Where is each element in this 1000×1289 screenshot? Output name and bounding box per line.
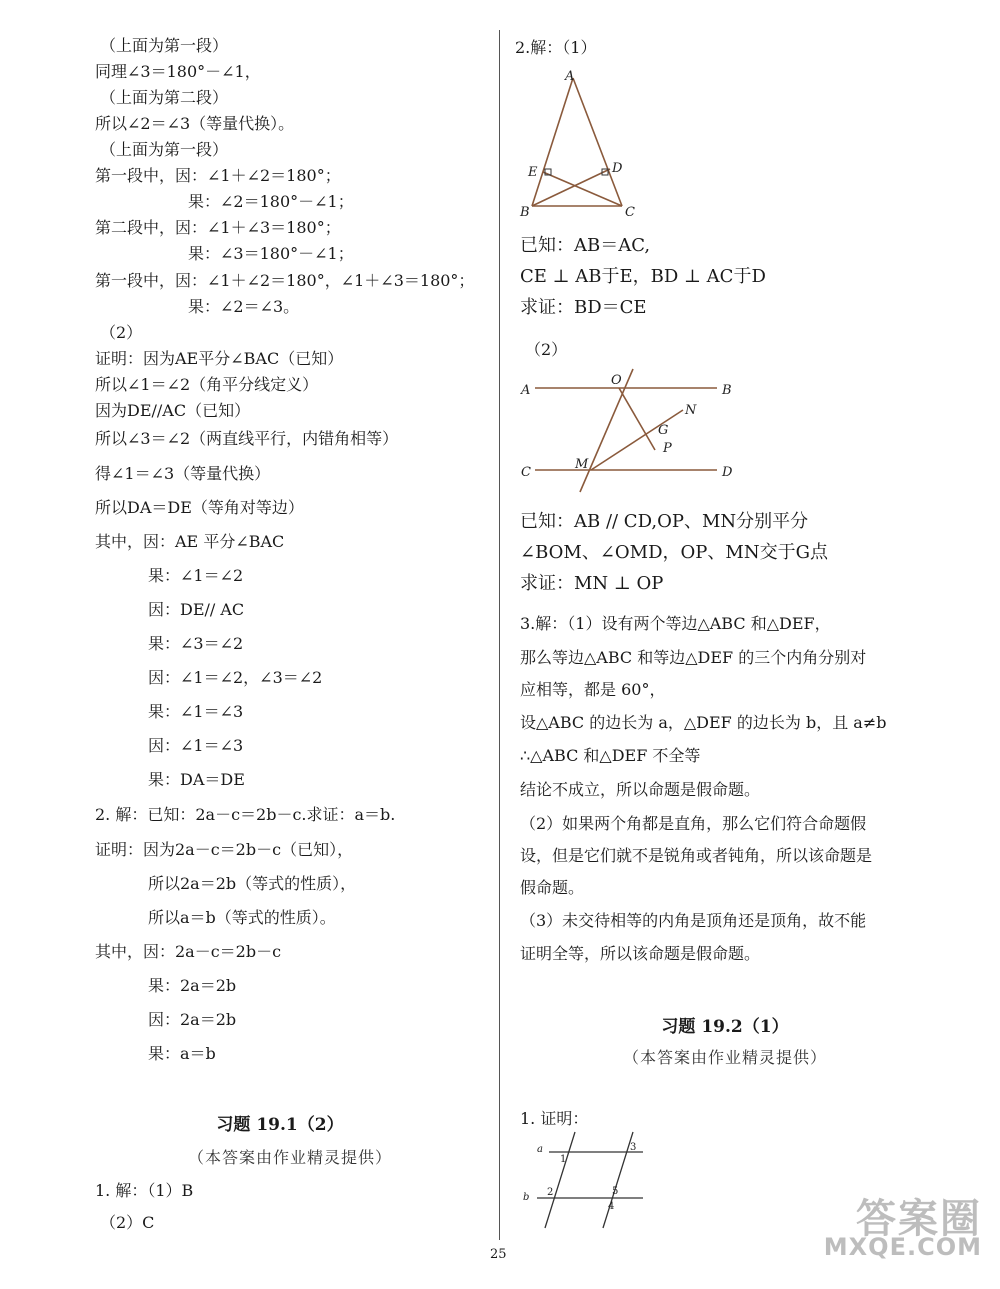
text-line: 1. 证明： <box>520 1109 589 1128</box>
figure-label: 2 <box>547 1187 554 1198</box>
text-line: 因：2a＝2b <box>148 1010 237 1029</box>
figure-label: B <box>520 205 530 216</box>
text-line: 第二段中，因：∠1＋∠3＝180°； <box>95 218 341 237</box>
triangle-figure <box>515 66 645 216</box>
column-divider <box>499 30 500 1240</box>
text-line: 证明：因为AE平分∠BAC（已知） <box>95 349 344 368</box>
figure-label: G <box>658 423 669 438</box>
figure-label: O <box>611 373 622 388</box>
text-line: 果：2a＝2b <box>148 976 237 995</box>
text-line: 第一段中，因：∠1＋∠2＝180°，∠1＋∠3＝180°； <box>95 271 475 290</box>
figure-label: C <box>521 465 531 480</box>
figure-label: N <box>685 403 697 418</box>
text-line: 2. 解：已知：2a－c＝2b－c.求证：a＝b. <box>95 805 396 824</box>
text-line: 所以∠3＝∠2（两直线平行，内错角相等） <box>95 429 399 448</box>
text-line: 因：∠1＝∠2，∠3＝∠2 <box>148 668 323 687</box>
text-line: 假命题。 <box>520 878 585 897</box>
figure-label: M <box>575 457 589 472</box>
text-line: 果：∠3＝∠2 <box>148 634 244 653</box>
text-line: 果：DA＝DE <box>148 770 245 789</box>
figure-label: 1 <box>560 1154 567 1165</box>
section-title: 习题 19.2（1） <box>661 1017 789 1037</box>
text-line: 已知：AB // CD,OP、MN分别平分 <box>520 511 809 532</box>
text-line: 果：∠2＝180°－∠1； <box>188 192 354 211</box>
text-line: 果：∠1＝∠3 <box>148 702 244 721</box>
text-line: （2）C <box>100 1213 155 1232</box>
text-line: 因：∠1＝∠3 <box>148 736 244 755</box>
text-line: 第一段中，因：∠1＋∠2＝180°； <box>95 166 341 185</box>
parallel-lines-figure <box>515 366 755 496</box>
text-line: 果：∠2＝∠3。 <box>188 297 300 316</box>
figure-label: C <box>625 205 635 216</box>
figure-label: A <box>521 383 531 398</box>
text-line: ∴△ABC 和△DEF 不全等 <box>520 746 701 765</box>
text-line: （2） <box>525 340 568 359</box>
section-title: 习题 19.1（2） <box>216 1115 344 1135</box>
text-line: 其中，因：2a－c＝2b－c <box>95 942 282 961</box>
watermark-url: MXQE.COM <box>823 1233 982 1261</box>
text-line: 已知：AB＝AC, <box>520 235 651 256</box>
text-line: 结论不成立，所以命题是假命题。 <box>520 780 761 799</box>
text-line: 所以a＝b（等式的性质）。 <box>148 908 336 927</box>
figure-label: P <box>663 441 672 456</box>
text-line: CE ⊥ AB于E，BD ⊥ AC于D <box>520 266 766 287</box>
watermark-logo <box>792 1187 982 1267</box>
page-number: 25 <box>490 1247 507 1262</box>
figure-label: E <box>528 165 538 180</box>
text-line: 所以∠1＝∠2（角平分线定义） <box>95 375 319 394</box>
figure-label: 5 <box>612 1186 619 1197</box>
figure-label: A <box>565 69 575 84</box>
text-line: ∠BOM、∠OMD，OP、MN交于G点 <box>520 542 828 563</box>
text-line: 证明全等，所以该命题是假命题。 <box>520 944 761 963</box>
text-line: 3.解：（1）设有两个等边△ABC 和△DEF， <box>520 614 831 633</box>
text-line: 所以DA＝DE（等角对等边） <box>95 498 304 517</box>
text-line: 1. 解：（1）B <box>95 1181 194 1200</box>
text-line: 设△ABC 的边长为 a，△DEF 的边长为 b，且 a≠b <box>520 713 887 732</box>
text-line: 求证：BD＝CE <box>520 297 647 318</box>
figure-label: b <box>523 1192 530 1203</box>
text-line: （3）未交待相等的内角是顶角还是顶角，故不能 <box>520 911 867 930</box>
text-line: 同理∠3＝180°－∠1， <box>95 62 261 81</box>
text-line: （上面为第二段） <box>100 88 229 107</box>
text-line: 果：∠1＝∠2 <box>148 566 244 585</box>
text-line: 2.解：（1） <box>515 38 597 57</box>
figure-label: D <box>722 465 733 480</box>
text-line: 因为DE//AC（已知） <box>95 401 251 420</box>
text-line: 果：a＝b <box>148 1044 216 1063</box>
watermark-text: 答案圈 <box>856 1196 982 1242</box>
figure-label: D <box>612 161 623 176</box>
text-line: 求证：MN ⊥ OP <box>520 573 664 594</box>
text-line: 所以2a＝2b（等式的性质）， <box>148 874 357 893</box>
text-line: 果：∠3＝180°－∠1； <box>188 244 354 263</box>
text-line: 证明：因为2a－c＝2b－c（已知）， <box>95 840 354 859</box>
text-line: 所以∠2＝∠3（等量代换）。 <box>95 114 295 133</box>
figure-label: B <box>722 383 732 398</box>
text-line: （上面为第一段） <box>100 36 229 55</box>
transversal-figure <box>515 1130 655 1230</box>
text-line: （2） <box>100 323 143 342</box>
figure-label: 3 <box>630 1142 637 1153</box>
text-line: 因：DE// AC <box>148 600 245 619</box>
text-line: （上面为第一段） <box>100 140 229 159</box>
figure-label: 4 <box>608 1201 615 1212</box>
text-line: 其中，因：AE 平分∠BAC <box>95 532 285 551</box>
text-line: 应相等，都是 60°， <box>520 680 666 699</box>
section-subtitle: （本答案由作业精灵提供） <box>622 1048 827 1067</box>
text-line: 那么等边△ABC 和等边△DEF 的三个内角分别对 <box>520 648 867 667</box>
figure-label: a <box>537 1144 543 1155</box>
text-line: 设，但是它们就不是锐角或者钝角，所以该命题是 <box>520 846 873 865</box>
text-line: （2）如果两个角都是直角，那么它们符合命题假 <box>520 814 867 833</box>
text-line: 得∠1＝∠3（等量代换） <box>95 464 271 483</box>
section-subtitle: （本答案由作业精灵提供） <box>187 1148 392 1167</box>
